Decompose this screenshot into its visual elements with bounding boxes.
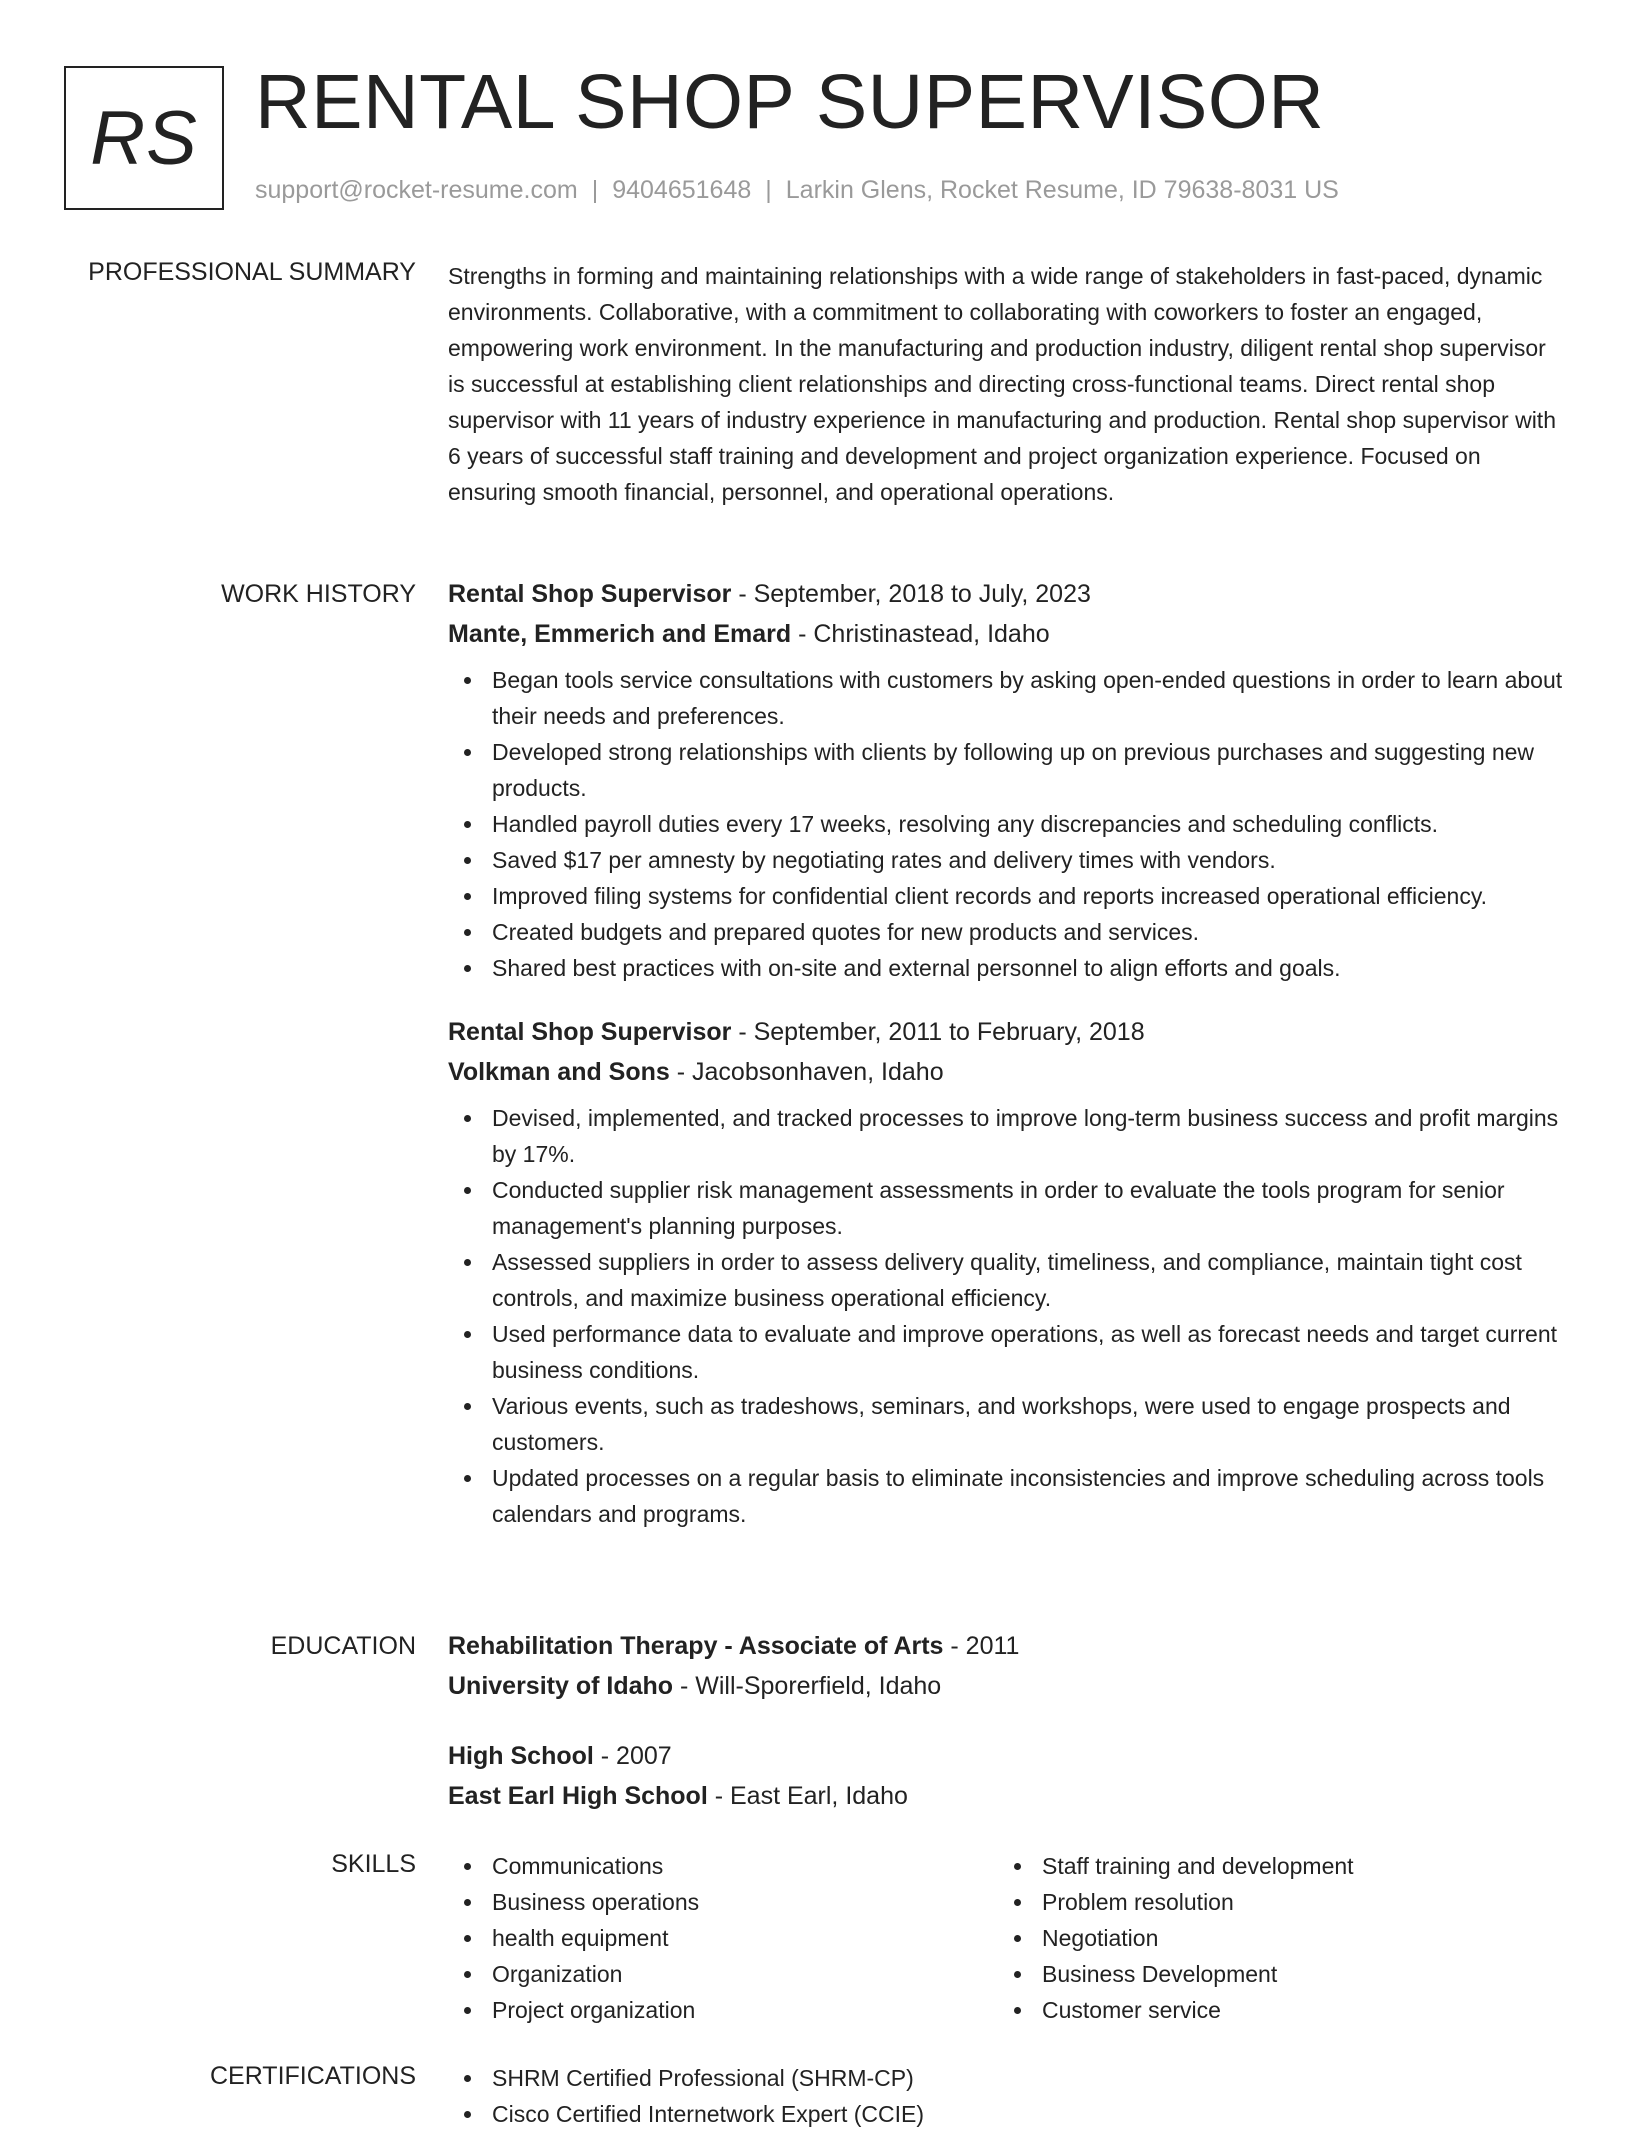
job-company: Mante, Emmerich and Emard <box>448 620 792 648</box>
education-location: - Will-Sporerfield, Idaho <box>673 1672 942 1700</box>
page-title: RENTAL SHOP SUPERVISOR <box>255 59 1325 145</box>
job-bullet: Updated processes on a regular basis to eliminate inconsistencies and improve scheduling across tools calendars and programs. <box>448 1460 1568 1532</box>
skill-item: Organization <box>448 1956 998 1992</box>
contact-phone: 9404651648 <box>612 176 752 204</box>
skill-item: Project organization <box>448 1992 998 2028</box>
skill-item: Negotiation <box>998 1920 1548 1956</box>
job-bullet: Developed strong relationships with clients by following up on previous purchases and suggesting new products. <box>448 734 1568 806</box>
contact-separator: | <box>591 176 599 204</box>
education-school-line <box>448 1666 1568 1706</box>
job-bullet: Improved filing systems for confidential client records and reports increased operational efficiency. <box>448 878 1568 914</box>
job-company-line <box>448 614 1568 654</box>
education-entry <box>448 1736 1568 1816</box>
job-bullets <box>448 1100 1568 1532</box>
education-degree-line <box>448 1736 1568 1776</box>
job-bullet: Conducted supplier risk management assessments in order to evaluate the tools program for senior management's planning purposes. <box>448 1172 1568 1244</box>
job-company: Volkman and Sons <box>448 1058 670 1086</box>
certification-item: Cisco Certified Internetwork Expert (CCIE) <box>448 2096 1548 2132</box>
summary-label: PROFESSIONAL SUMMARY <box>88 258 416 286</box>
skill-item: Communications <box>448 1848 998 1884</box>
education-degree-line <box>448 1626 1568 1666</box>
skill-item: Business operations <box>448 1884 998 1920</box>
job-bullet: Saved $17 per amnesty by negotiating rates and delivery times with vendors. <box>448 842 1568 878</box>
job-bullet: Various events, such as tradeshows, seminars, and workshops, were used to engage prospects and customers. <box>448 1388 1568 1460</box>
education-degree: Rehabilitation Therapy - Associate of Arts <box>448 1632 944 1660</box>
certifications-label: CERTIFICATIONS <box>209 2062 416 2090</box>
contact-separator: | <box>765 176 772 204</box>
job-location: - Jacobsonhaven, Idaho <box>669 1058 944 1086</box>
skills-list-left <box>448 1848 998 2028</box>
job-bullet: Devised, implemented, and tracked processes to improve long-term business success and profit margins by 17%. <box>448 1100 1568 1172</box>
education-school-line <box>448 1776 1568 1816</box>
education-label: EDUCATION <box>270 1632 416 1660</box>
job-entry <box>448 574 1568 986</box>
education-school: East Earl High School <box>448 1782 708 1810</box>
job-bullets <box>448 662 1568 986</box>
job-title: Rental Shop Supervisor <box>448 1018 732 1046</box>
job-bullet: Used performance data to evaluate and improve operations, as well as forecast needs and target current business conditions. <box>448 1316 1568 1388</box>
job-entry <box>448 1012 1568 1532</box>
skills-list-right <box>998 1848 1548 2028</box>
certification-item: SHRM Certified Professional (SHRM-CP) <box>448 2060 1548 2096</box>
contact-address: Larkin Glens, Rocket Resume, ID 79638-8031 US <box>785 176 1339 204</box>
job-title-line <box>448 1012 1568 1052</box>
education-school: University of Idaho <box>448 1672 674 1700</box>
job-dates: - September, 2011 to February, 2018 <box>731 1018 1145 1046</box>
job-title: Rental Shop Supervisor <box>448 580 732 608</box>
skill-item: Business Development <box>998 1956 1548 1992</box>
monogram-badge <box>64 66 224 210</box>
skills-label: SKILLS <box>331 1850 416 1878</box>
summary-text: Strengths in forming and maintaining relationships with a wide range of stakeholders in fast-paced, dynamic environments. Collaborative, with a commitment to collaborating with coworkers to foster an engaged, empowering work environment. In the manufacturing and production industry, diligent rental shop supervisor is successful at establishing client relationships and directing cross-functional teams. Direct rental shop supervisor with 11 years of industry experience in manufacturing and production. Rental shop supervisor with 6 years of successful staff training and development and project organization experience. Focused on ensuring smooth financial, personnel, and operational operations. <box>448 263 1556 505</box>
contact-email: support@rocket-resume.com <box>255 176 578 204</box>
skill-item: Problem resolution <box>998 1884 1548 1920</box>
skill-item: health equipment <box>448 1920 998 1956</box>
skills-columns <box>448 1848 1568 2028</box>
job-title-line <box>448 574 1568 614</box>
skill-item: Staff training and development <box>998 1848 1548 1884</box>
job-company-line <box>448 1052 1568 1092</box>
skill-item: Customer service <box>998 1992 1548 2028</box>
job-bullet: Assessed suppliers in order to assess delivery quality, timeliness, and compliance, maintain tight cost controls, and maximize business operational efficiency. <box>448 1244 1568 1316</box>
education-year: - 2011 <box>943 1632 1020 1660</box>
certifications-list <box>448 2060 1548 2132</box>
education-location: - East Earl, Idaho <box>707 1782 908 1810</box>
education-degree: High School <box>448 1742 594 1770</box>
job-location: - Christinastead, Idaho <box>791 620 1050 648</box>
job-bullet: Created budgets and prepared quotes for new products and services. <box>448 914 1568 950</box>
contact-line <box>255 176 1339 205</box>
job-dates: - September, 2018 to July, 2023 <box>731 580 1091 608</box>
monogram-initials: RS <box>90 95 198 181</box>
work-history-label: WORK HISTORY <box>221 580 416 608</box>
job-bullet: Shared best practices with on-site and external personnel to align efforts and goals. <box>448 950 1568 986</box>
job-bullet: Began tools service consultations with customers by asking open-ended questions in order to learn about their needs and preferences. <box>448 662 1568 734</box>
education-entry <box>448 1626 1568 1706</box>
job-bullet: Handled payroll duties every 17 weeks, resolving any discrepancies and scheduling conflicts. <box>448 806 1568 842</box>
education-year: - 2007 <box>593 1742 672 1770</box>
